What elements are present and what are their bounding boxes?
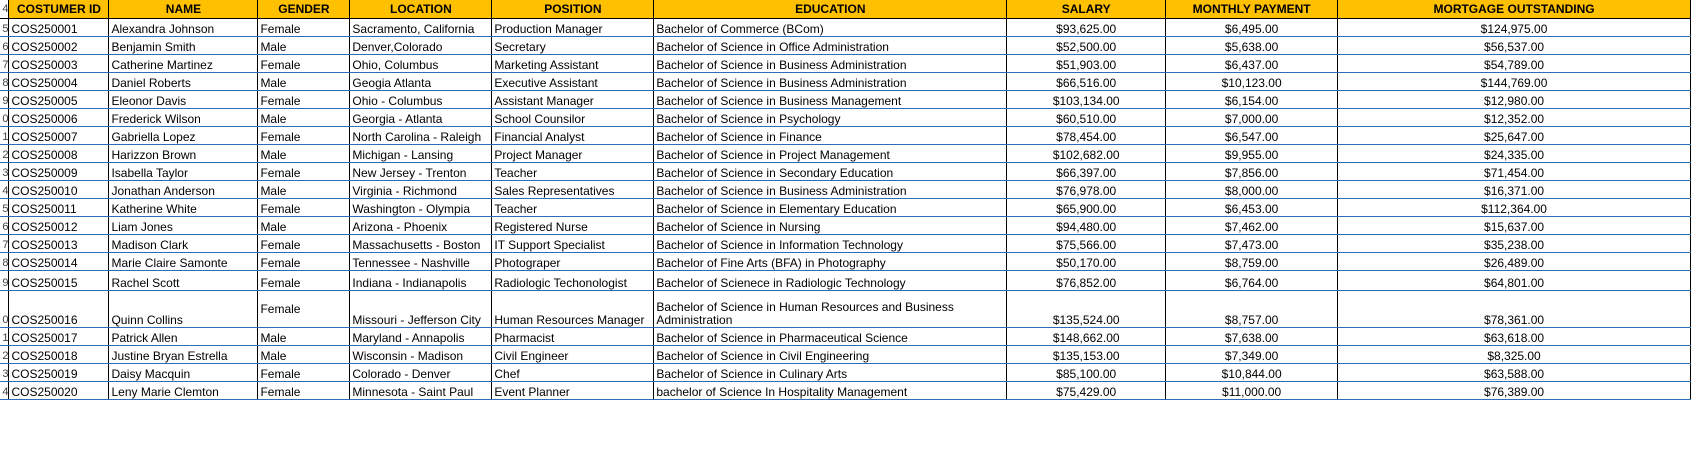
- cell-monthly-payment[interactable]: $7,638.00: [1166, 328, 1338, 346]
- cell-mortgage-outstanding[interactable]: $56,537.00: [1338, 37, 1691, 55]
- cell-gender[interactable]: Male: [258, 217, 350, 235]
- cell-education[interactable]: Bachelor of Science in Culinary Arts: [654, 364, 1007, 382]
- cell-education[interactable]: Bachelor of Science in Psychology: [654, 109, 1007, 127]
- cell-name[interactable]: Madison Clark: [109, 235, 258, 253]
- cell-customer-id[interactable]: COS250005: [9, 91, 109, 109]
- cell-monthly-payment[interactable]: $7,473.00: [1166, 235, 1338, 253]
- cell-education[interactable]: Bachelor of Science in Business Management: [654, 91, 1007, 109]
- cell-mortgage-outstanding[interactable]: $78,361.00: [1338, 291, 1691, 328]
- row-number[interactable]: 5: [0, 199, 9, 217]
- table-row: [0, 91, 1691, 109]
- cell-education[interactable]: Bachelor of Fine Arts (BFA) in Photography: [654, 253, 1007, 271]
- row-number[interactable]: 7: [0, 235, 9, 253]
- cell-location[interactable]: Tennessee - Nashville: [350, 253, 492, 271]
- cell-monthly-payment[interactable]: $7,349.00: [1166, 346, 1338, 364]
- cell-mortgage-outstanding[interactable]: $12,352.00: [1338, 109, 1691, 127]
- table-row: [0, 364, 1691, 382]
- cell-monthly-payment[interactable]: $6,437.00: [1166, 55, 1338, 73]
- row-number[interactable]: 4: [0, 181, 9, 199]
- cell-customer-id[interactable]: COS250013: [9, 235, 109, 253]
- cell-customer-id[interactable]: COS250001: [9, 19, 109, 37]
- row-number[interactable]: 6: [0, 37, 9, 55]
- cell-customer-id[interactable]: COS250016: [9, 291, 109, 328]
- cell-salary[interactable]: $93,625.00: [1007, 19, 1166, 37]
- cell-monthly-payment[interactable]: $6,764.00: [1166, 271, 1338, 291]
- cell-name[interactable]: Gabriella Lopez: [109, 127, 258, 145]
- cell-name[interactable]: Quinn Collins: [109, 291, 258, 328]
- cell-mortgage-outstanding[interactable]: $16,371.00: [1338, 181, 1691, 199]
- cell-salary[interactable]: $50,170.00: [1007, 253, 1166, 271]
- cell-salary[interactable]: $102,682.00: [1007, 145, 1166, 163]
- cell-gender[interactable]: Male: [258, 328, 350, 346]
- table-row: [0, 271, 1691, 291]
- cell-position[interactable]: Marketing Assistant: [492, 55, 654, 73]
- cell-mortgage-outstanding[interactable]: $24,335.00: [1338, 145, 1691, 163]
- cell-customer-id[interactable]: COS250018: [9, 346, 109, 364]
- cell-name[interactable]: Isabella Taylor: [109, 163, 258, 181]
- cell-mortgage-outstanding[interactable]: $124,975.00: [1338, 19, 1691, 37]
- cell-education[interactable]: Bachelor of Science in Pharmaceutical Science: [654, 328, 1007, 346]
- cell-monthly-payment[interactable]: $11,000.00: [1166, 382, 1338, 400]
- cell-customer-id[interactable]: COS250015: [9, 271, 109, 291]
- cell-name[interactable]: Justine Bryan Estrella: [109, 346, 258, 364]
- header-name[interactable]: NAME: [109, 0, 258, 19]
- cell-name[interactable]: Daniel Roberts: [109, 73, 258, 91]
- header-customer-id[interactable]: COSTUMER ID: [9, 0, 109, 19]
- cell-monthly-payment[interactable]: $8,000.00: [1166, 181, 1338, 199]
- cell-customer-id[interactable]: COS250004: [9, 73, 109, 91]
- cell-salary[interactable]: $135,153.00: [1007, 346, 1166, 364]
- cell-gender[interactable]: Male: [258, 109, 350, 127]
- cell-location[interactable]: Washington - Olympia: [350, 199, 492, 217]
- cell-customer-id[interactable]: COS250007: [9, 127, 109, 145]
- cell-mortgage-outstanding[interactable]: $71,454.00: [1338, 163, 1691, 181]
- cell-name[interactable]: Daisy Macquin: [109, 364, 258, 382]
- cell-mortgage-outstanding[interactable]: $64,801.00: [1338, 271, 1691, 291]
- cell-customer-id[interactable]: COS250019: [9, 364, 109, 382]
- cell-location[interactable]: Georgia - Atlanta: [350, 109, 492, 127]
- cell-gender[interactable]: Female: [258, 253, 350, 271]
- cell-name[interactable]: Benjamin Smith: [109, 37, 258, 55]
- cell-location[interactable]: Maryland - Annapolis: [350, 328, 492, 346]
- cell-mortgage-outstanding[interactable]: $144,769.00: [1338, 73, 1691, 91]
- cell-mortgage-outstanding[interactable]: $54,789.00: [1338, 55, 1691, 73]
- cell-gender[interactable]: Female: [258, 91, 350, 109]
- table-row: [0, 55, 1691, 73]
- table-row: [0, 37, 1691, 55]
- cell-name[interactable]: Marie Claire Samonte: [109, 253, 258, 271]
- cell-location[interactable]: Geogia Atlanta: [350, 73, 492, 91]
- cell-education[interactable]: Bachelor of Science in Finance: [654, 127, 1007, 145]
- header-education[interactable]: EDUCATION: [654, 0, 1007, 19]
- cell-position[interactable]: Assistant Manager: [492, 91, 654, 109]
- cell-salary[interactable]: $148,662.00: [1007, 328, 1166, 346]
- cell-education[interactable]: Bachelor of Science in Secondary Education: [654, 163, 1007, 181]
- cell-position[interactable]: Teacher: [492, 163, 654, 181]
- cell-education[interactable]: bachelor of Science In Hospitality Management: [654, 382, 1007, 400]
- row-number[interactable]: 0: [0, 291, 9, 328]
- row-number[interactable]: 2: [0, 346, 9, 364]
- cell-salary[interactable]: $60,510.00: [1007, 109, 1166, 127]
- cell-location[interactable]: Minnesota - Saint Paul: [350, 382, 492, 400]
- row-number[interactable]: 1: [0, 328, 9, 346]
- cell-name[interactable]: Eleonor Davis: [109, 91, 258, 109]
- cell-monthly-payment[interactable]: $7,856.00: [1166, 163, 1338, 181]
- cell-gender[interactable]: Female: [258, 55, 350, 73]
- cell-location[interactable]: Ohio - Columbus: [350, 91, 492, 109]
- cell-salary[interactable]: $85,100.00: [1007, 364, 1166, 382]
- cell-mortgage-outstanding[interactable]: $26,489.00: [1338, 253, 1691, 271]
- row-number[interactable]: 4: [0, 0, 9, 19]
- cell-education[interactable]: Bachelor of Science in Elementary Education: [654, 199, 1007, 217]
- cell-position[interactable]: Pharmacist: [492, 328, 654, 346]
- cell-monthly-payment[interactable]: $6,453.00: [1166, 199, 1338, 217]
- row-number[interactable]: 6: [0, 217, 9, 235]
- cell-gender[interactable]: Female: [258, 291, 350, 328]
- row-number[interactable]: 4: [0, 382, 9, 400]
- cell-position[interactable]: Registered Nurse: [492, 217, 654, 235]
- cell-education[interactable]: Bachelor of Science in Business Administration: [654, 55, 1007, 73]
- cell-name[interactable]: Alexandra Johnson: [109, 19, 258, 37]
- cell-gender[interactable]: Female: [258, 199, 350, 217]
- cell-customer-id[interactable]: COS250008: [9, 145, 109, 163]
- cell-mortgage-outstanding[interactable]: $63,588.00: [1338, 364, 1691, 382]
- header-monthly-payment[interactable]: MONTHLY PAYMENT: [1166, 0, 1338, 19]
- cell-position[interactable]: IT Support Specialist: [492, 235, 654, 253]
- cell-salary[interactable]: $135,524.00: [1007, 291, 1166, 328]
- cell-position[interactable]: Human Resources Manager: [492, 291, 654, 328]
- header-position[interactable]: POSITION: [492, 0, 654, 19]
- row-number[interactable]: 3: [0, 364, 9, 382]
- table-row: [0, 109, 1691, 127]
- cell-name[interactable]: Jonathan Anderson: [109, 181, 258, 199]
- cell-customer-id[interactable]: COS250002: [9, 37, 109, 55]
- cell-customer-id[interactable]: COS250009: [9, 163, 109, 181]
- cell-mortgage-outstanding[interactable]: $25,647.00: [1338, 127, 1691, 145]
- cell-gender[interactable]: Female: [258, 382, 350, 400]
- cell-salary[interactable]: $94,480.00: [1007, 217, 1166, 235]
- cell-location[interactable]: Virginia - Richmond: [350, 181, 492, 199]
- table-row: [0, 19, 1691, 37]
- cell-position[interactable]: Chef: [492, 364, 654, 382]
- cell-position[interactable]: Civil Engineer: [492, 346, 654, 364]
- cell-location[interactable]: Colorado - Denver: [350, 364, 492, 382]
- table-row: [0, 181, 1691, 199]
- cell-position[interactable]: Event Planner: [492, 382, 654, 400]
- cell-monthly-payment[interactable]: $7,462.00: [1166, 217, 1338, 235]
- cell-salary[interactable]: $76,978.00: [1007, 181, 1166, 199]
- header-row: [0, 0, 1691, 19]
- cell-education[interactable]: Bachelor of Science in Business Administration: [654, 73, 1007, 91]
- cell-customer-id[interactable]: COS250020: [9, 382, 109, 400]
- cell-customer-id[interactable]: COS250006: [9, 109, 109, 127]
- cell-location[interactable]: New Jersey - Trenton: [350, 163, 492, 181]
- table-row: [0, 253, 1691, 271]
- table-row: [0, 291, 1691, 328]
- cell-salary[interactable]: $51,903.00: [1007, 55, 1166, 73]
- cell-name[interactable]: Harizzon Brown: [109, 145, 258, 163]
- row-number[interactable]: 3: [0, 163, 9, 181]
- cell-location[interactable]: Ohio, Columbus: [350, 55, 492, 73]
- cell-position[interactable]: Production Manager: [492, 19, 654, 37]
- cell-salary[interactable]: $65,900.00: [1007, 199, 1166, 217]
- header-mortgage-outstanding[interactable]: MORTGAGE OUTSTANDING: [1338, 0, 1691, 19]
- cell-salary[interactable]: $75,429.00: [1007, 382, 1166, 400]
- cell-position[interactable]: Project Manager: [492, 145, 654, 163]
- cell-name[interactable]: Frederick Wilson: [109, 109, 258, 127]
- cell-name[interactable]: Rachel Scott: [109, 271, 258, 291]
- cell-monthly-payment[interactable]: $7,000.00: [1166, 109, 1338, 127]
- cell-monthly-payment[interactable]: $6,495.00: [1166, 19, 1338, 37]
- cell-monthly-payment[interactable]: $10,123.00: [1166, 73, 1338, 91]
- cell-salary[interactable]: $66,516.00: [1007, 73, 1166, 91]
- cell-education[interactable]: Bachelor of Science in Civil Engineering: [654, 346, 1007, 364]
- cell-position[interactable]: School Counsilor: [492, 109, 654, 127]
- cell-gender[interactable]: Male: [258, 346, 350, 364]
- cell-gender[interactable]: Female: [258, 271, 350, 291]
- cell-location[interactable]: Wisconsin - Madison: [350, 346, 492, 364]
- header-gender[interactable]: GENDER: [258, 0, 350, 19]
- cell-mortgage-outstanding[interactable]: $35,238.00: [1338, 235, 1691, 253]
- cell-gender[interactable]: Male: [258, 181, 350, 199]
- cell-customer-id[interactable]: COS250010: [9, 181, 109, 199]
- cell-customer-id[interactable]: COS250017: [9, 328, 109, 346]
- cell-customer-id[interactable]: COS250011: [9, 199, 109, 217]
- cell-salary[interactable]: $66,397.00: [1007, 163, 1166, 181]
- row-number[interactable]: 2: [0, 145, 9, 163]
- cell-monthly-payment[interactable]: $9,955.00: [1166, 145, 1338, 163]
- table-row: [0, 127, 1691, 145]
- cell-education[interactable]: Bachelor of Commerce (BCom): [654, 19, 1007, 37]
- cell-gender[interactable]: Female: [258, 19, 350, 37]
- cell-position[interactable]: Photograper: [492, 253, 654, 271]
- cell-position[interactable]: Financial Analyst: [492, 127, 654, 145]
- cell-customer-id[interactable]: COS250014: [9, 253, 109, 271]
- cell-location[interactable]: Massachusetts - Boston: [350, 235, 492, 253]
- table-row: [0, 199, 1691, 217]
- cell-monthly-payment[interactable]: $8,757.00: [1166, 291, 1338, 328]
- cell-name[interactable]: Patrick Allen: [109, 328, 258, 346]
- cell-salary[interactable]: $78,454.00: [1007, 127, 1166, 145]
- cell-education[interactable]: Bachelor of Science in Project Management: [654, 145, 1007, 163]
- table-row: [0, 328, 1691, 346]
- table-row: [0, 73, 1691, 91]
- cell-position[interactable]: Secretary: [492, 37, 654, 55]
- cell-name[interactable]: Liam Jones: [109, 217, 258, 235]
- table-row: [0, 145, 1691, 163]
- cell-gender[interactable]: Male: [258, 37, 350, 55]
- table-row: [0, 217, 1691, 235]
- cell-location[interactable]: Denver,Colorado: [350, 37, 492, 55]
- cell-monthly-payment[interactable]: $8,759.00: [1166, 253, 1338, 271]
- cell-location[interactable]: Michigan - Lansing: [350, 145, 492, 163]
- row-number[interactable]: 8: [0, 253, 9, 271]
- cell-mortgage-outstanding[interactable]: $15,637.00: [1338, 217, 1691, 235]
- cell-mortgage-outstanding[interactable]: $63,618.00: [1338, 328, 1691, 346]
- row-number[interactable]: 9: [0, 91, 9, 109]
- cell-gender[interactable]: Female: [258, 163, 350, 181]
- cell-position[interactable]: Teacher: [492, 199, 654, 217]
- table-row: [0, 235, 1691, 253]
- table-row: [0, 163, 1691, 181]
- cell-location[interactable]: Missouri - Jefferson City: [350, 291, 492, 328]
- cell-gender[interactable]: Female: [258, 235, 350, 253]
- cell-salary[interactable]: $75,566.00: [1007, 235, 1166, 253]
- header-location[interactable]: LOCATION: [350, 0, 492, 19]
- table-body: [0, 19, 1691, 400]
- cell-monthly-payment[interactable]: $6,154.00: [1166, 91, 1338, 109]
- cell-education[interactable]: Bachelor of Scienece in Radiologic Technology: [654, 271, 1007, 291]
- cell-monthly-payment[interactable]: $10,844.00: [1166, 364, 1338, 382]
- cell-location[interactable]: Indiana - Indianapolis: [350, 271, 492, 291]
- cell-mortgage-outstanding[interactable]: $76,389.00: [1338, 382, 1691, 400]
- row-number[interactable]: 1: [0, 127, 9, 145]
- cell-monthly-payment[interactable]: $5,638.00: [1166, 37, 1338, 55]
- cell-position[interactable]: Sales Representatives: [492, 181, 654, 199]
- cell-gender[interactable]: Male: [258, 73, 350, 91]
- cell-salary[interactable]: $103,134.00: [1007, 91, 1166, 109]
- row-number[interactable]: 5: [0, 19, 9, 37]
- row-number[interactable]: 7: [0, 55, 9, 73]
- cell-education[interactable]: Bachelor of Science in Business Administration: [654, 181, 1007, 199]
- cell-education[interactable]: Bachelor of Science in Information Technology: [654, 235, 1007, 253]
- cell-gender[interactable]: Male: [258, 145, 350, 163]
- cell-customer-id[interactable]: COS250003: [9, 55, 109, 73]
- cell-name[interactable]: Leny Marie Clemton: [109, 382, 258, 400]
- cell-mortgage-outstanding[interactable]: $112,364.00: [1338, 199, 1691, 217]
- cell-mortgage-outstanding[interactable]: $12,980.00: [1338, 91, 1691, 109]
- cell-location[interactable]: Arizona - Phoenix: [350, 217, 492, 235]
- row-number[interactable]: 8: [0, 73, 9, 91]
- table-row: [0, 346, 1691, 364]
- cell-mortgage-outstanding[interactable]: $8,325.00: [1338, 346, 1691, 364]
- cell-name[interactable]: Katherine White: [109, 199, 258, 217]
- cell-education[interactable]: Bachelor of Science in Nursing: [654, 217, 1007, 235]
- header-salary[interactable]: SALARY: [1007, 0, 1166, 19]
- cell-salary[interactable]: $76,852.00: [1007, 271, 1166, 291]
- cell-customer-id[interactable]: COS250012: [9, 217, 109, 235]
- cell-position[interactable]: Executive Assistant: [492, 73, 654, 91]
- cell-education[interactable]: Bachelor of Science in Office Administration: [654, 37, 1007, 55]
- row-number[interactable]: 0: [0, 109, 9, 127]
- cell-gender[interactable]: Female: [258, 127, 350, 145]
- cell-location[interactable]: North Carolina - Raleigh: [350, 127, 492, 145]
- cell-name[interactable]: Catherine Martinez: [109, 55, 258, 73]
- cell-location[interactable]: Sacramento, California: [350, 19, 492, 37]
- cell-education[interactable]: Bachelor of Science in Human Resources and Business Administration: [654, 291, 1007, 328]
- cell-monthly-payment[interactable]: $6,547.00: [1166, 127, 1338, 145]
- row-number[interactable]: 9: [0, 271, 9, 291]
- table-row: [0, 382, 1691, 400]
- cell-salary[interactable]: $52,500.00: [1007, 37, 1166, 55]
- cell-gender[interactable]: Female: [258, 364, 350, 382]
- cell-position[interactable]: Radiologic Techonologist: [492, 271, 654, 291]
